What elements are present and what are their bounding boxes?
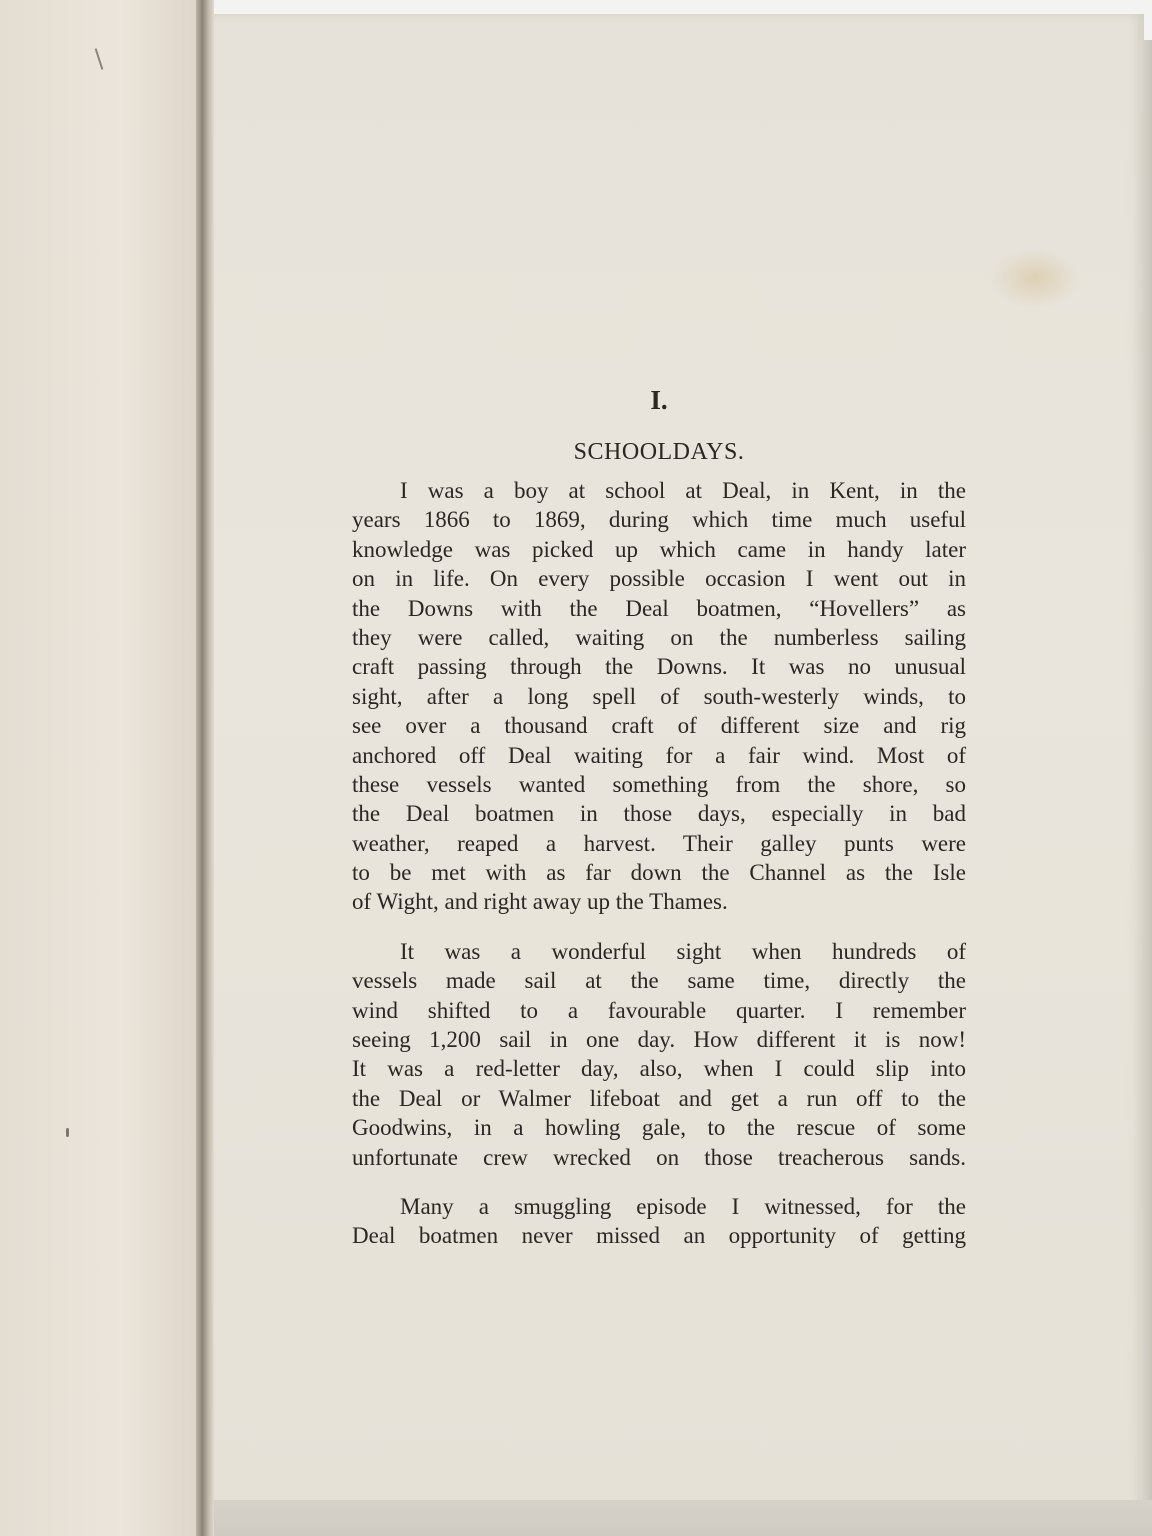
page-text	[352, 382, 966, 1251]
text-line: to be met with as far down the Channel as the Isle	[352, 860, 966, 886]
text-line: seeing 1,200 sail in one day. How different it is now!	[352, 1027, 966, 1053]
text-line: knowledge was picked up which came in handy later	[352, 536, 966, 562]
text-line: these vessels wanted something from the shore, so	[352, 771, 966, 797]
text-line: of Wight, and right away up the Thames.	[352, 889, 728, 915]
page-speck	[66, 1128, 69, 1137]
text-line: Many a smuggling episode I witnessed, for the	[400, 1193, 966, 1219]
text-line: unfortunate crew wrecked on those treacherous sands.	[352, 1144, 966, 1170]
text-line: It was a wonderful sight when hundreds of	[400, 938, 966, 964]
text-line: the Downs with the Deal boatmen, “Hovellers” as	[352, 595, 966, 621]
paragraph	[352, 476, 966, 917]
text-line: sight, after a long spell of south-westerly winds, to	[352, 683, 966, 709]
text-line: Goodwins, in a howling gale, to the rescue of some	[352, 1115, 966, 1141]
chapter-numeral: I.	[650, 385, 668, 415]
text-line: weather, reaped a harvest. Their galley punts were	[352, 830, 966, 856]
text-line: the Deal or Walmer lifeboat and get a run off to the	[352, 1085, 966, 1111]
text-line: anchored off Deal waiting for a fair wind. Most of	[352, 742, 966, 768]
pencil-mark	[95, 48, 104, 70]
text-line: wind shifted to a favourable quarter. I remember	[352, 997, 966, 1023]
chapter-title: SCHOOLDAYS.	[573, 439, 745, 465]
paragraph	[352, 937, 966, 1172]
text-line: they were called, waiting on the numberless sailing	[352, 624, 966, 650]
page-bottom-edge	[200, 1500, 1152, 1536]
text-line: craft passing through the Downs. It was no unusual	[352, 654, 966, 680]
page-edge	[1140, 40, 1152, 1510]
text-line: the Deal boatmen in those days, especially in bad	[352, 801, 966, 827]
text-line: on in life. On every possible occasion I went out in	[352, 566, 966, 592]
text-line: It was a red-letter day, also, when I could slip into	[352, 1056, 966, 1082]
book-gutter	[196, 0, 214, 1536]
left-page	[0, 0, 202, 1536]
text-line: years 1866 to 1869, during which time much useful	[352, 507, 966, 533]
paragraph	[352, 1192, 966, 1251]
text-line: I was a boy at school at Deal, in Kent, in the	[400, 478, 966, 503]
text-line: vessels made sail at the same time, directly the	[352, 968, 966, 994]
text-line: Deal boatmen never missed an opportunity of getting	[352, 1223, 966, 1249]
text-line: see over a thousand craft of different size and rig	[352, 713, 966, 739]
foxing-stain	[990, 248, 1080, 308]
